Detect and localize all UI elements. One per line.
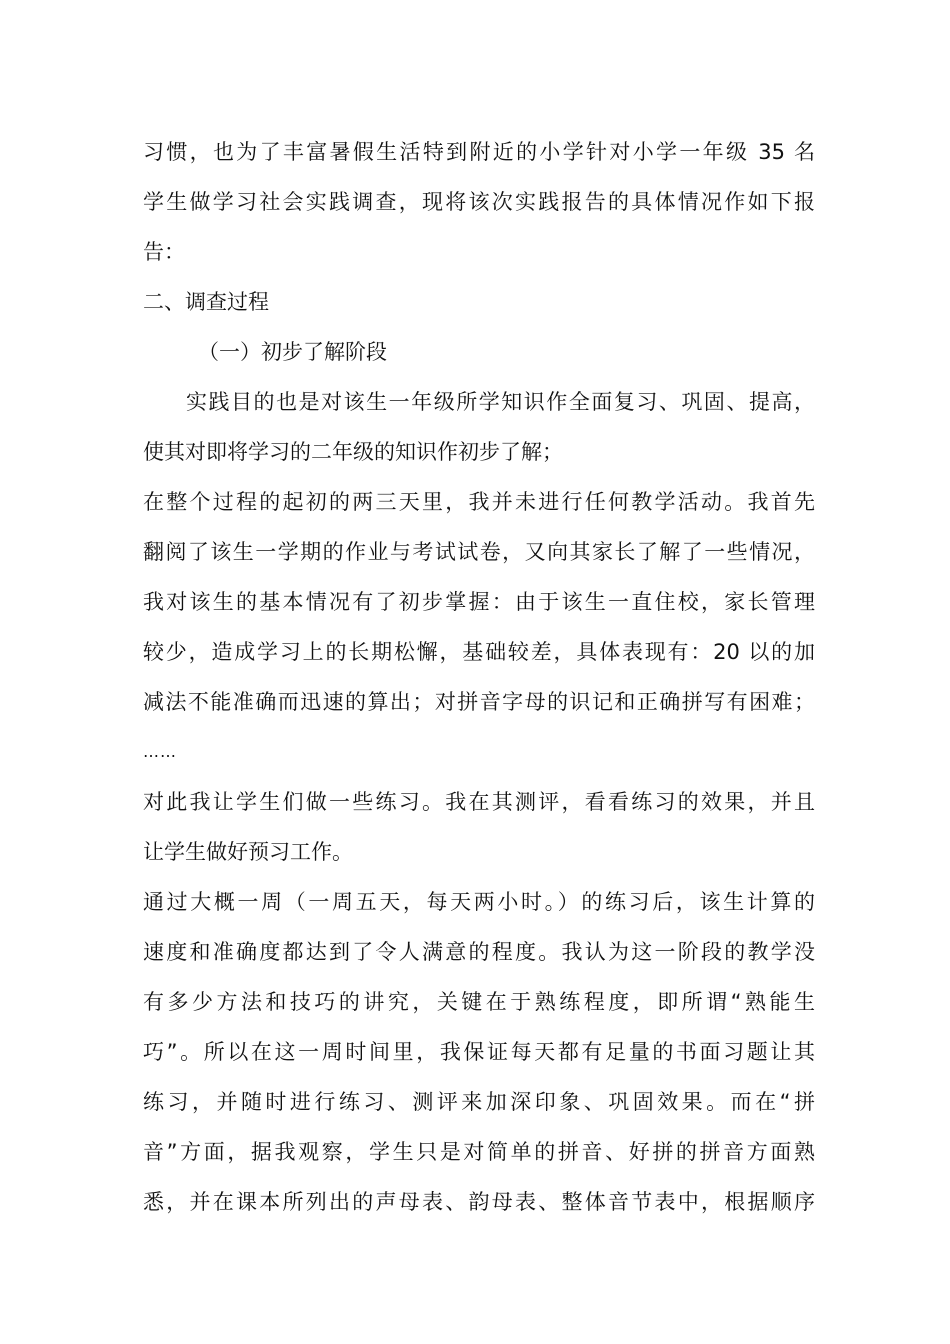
body-line: 速度和准确度都达到了令人满意的程度。我认为这一阶段的教学没 [143, 940, 815, 964]
body-line: 我对该生的基本情况有了初步掌握：由于该生一直住校，家长管理 [143, 590, 815, 614]
body-line: 通过大概一周（一周五天，每天两小时。）的练习后，该生计算的 [143, 890, 815, 914]
body-line: 让学生做好预习工作。 [143, 840, 353, 864]
body-line: 减法不能准确而迅速的算出；对拼音字母的识记和正确拼写有困难； [143, 690, 815, 714]
section-heading: 二、调查过程 [143, 290, 269, 314]
body-line: 翻阅了该生一学期的作业与考试试卷，又向其家长了解了一些情况， [143, 540, 815, 564]
document-body [143, 132, 815, 1232]
body-line: 学生做学习社会实践调查，现将该次实践报告的具体情况作如下报 [143, 190, 815, 214]
body-line: 使其对即将学习的二年级的知识作初步了解； [143, 440, 563, 464]
body-line: 练习，并随时进行练习、测评来加深印象、巩固效果。而在“拼 [143, 1090, 815, 1114]
body-line: 音”方面，据我观察，学生只是对简单的拼音、好拼的拼音方面熟 [143, 1140, 815, 1164]
body-line: 对此我让学生们做一些练习。我在其测评，看看练习的效果，并且 [143, 790, 815, 814]
body-line: 巧”。所以在这一周时间里，我保证每天都有足量的书面习题让其 [143, 1040, 815, 1064]
ellipsis-line: …… [143, 742, 177, 761]
body-line: 实践目的也是对该生一年级所学知识作全面复习、巩固、提高， [186, 390, 815, 414]
body-line: 告： [143, 240, 185, 264]
body-line: 有多少方法和技巧的讲究，关键在于熟练程度，即所谓“熟能生 [143, 990, 815, 1014]
subsection-heading: （一）初步了解阶段 [198, 340, 387, 364]
body-line: 习惯，也为了丰富暑假生活特到附近的小学针对小学一年级 35 名 [143, 140, 815, 164]
body-line: 悉，并在课本所列出的声母表、韵母表、整体音节表中，根据顺序 [143, 1190, 815, 1214]
body-line: 在整个过程的起初的两三天里，我并未进行任何教学活动。我首先 [143, 490, 815, 514]
body-line: 较少，造成学习上的长期松懈，基础较差，具体表现有：20 以的加 [143, 640, 815, 664]
